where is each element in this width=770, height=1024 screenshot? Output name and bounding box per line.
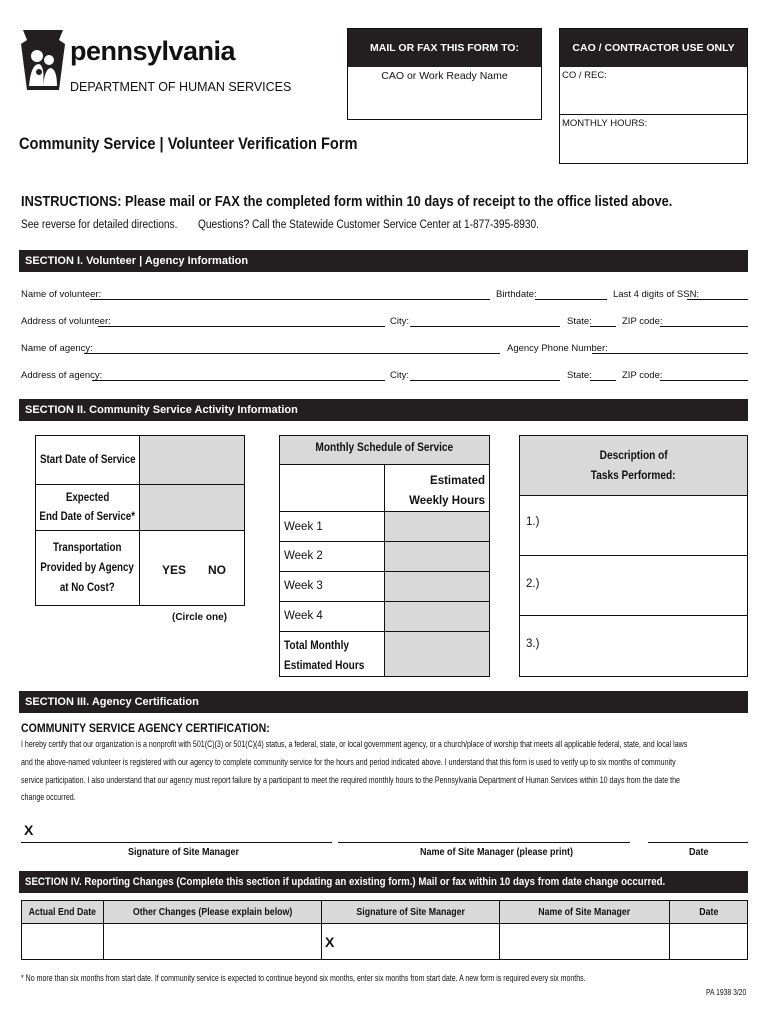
cao-use-box — [559, 28, 748, 164]
week-1-hours-input[interactable] — [384, 511, 490, 542]
instructions-questions: Questions? Call the Statewide Customer Service Center at 1-877-395-8930. — [198, 219, 539, 231]
col-date — [669, 900, 748, 924]
instructions-reverse: See reverse for detailed directions. — [21, 219, 178, 231]
agency-address-input[interactable] — [92, 380, 385, 381]
schedule-title: Monthly Schedule of Service — [315, 442, 454, 454]
task-3-number: 3.) — [526, 638, 540, 650]
volunteer-name-input[interactable] — [90, 299, 490, 300]
col-other-changes — [103, 900, 322, 924]
start-date-label-cell — [35, 435, 140, 485]
section-2-header: SECTION II. Community Service Activity Information — [19, 399, 748, 421]
cao-use-header: CAO / CONTRACTOR USE ONLY — [560, 29, 747, 67]
volunteer-city-input[interactable] — [410, 326, 560, 327]
keystone-family-icon — [19, 28, 67, 92]
ssn-input[interactable] — [687, 299, 748, 300]
monthly-hours-label: MONTHLY HOURS: — [562, 118, 648, 129]
expected-end-label-2: End Date of Service* — [39, 510, 136, 523]
certification-line-1: I hereby certify that our organization is a nonprofit with 501(C)(3) or 501(C)(4) status, a federal, state, or local government agency, or a church/place of worship that meets all applicable federal, state, and local laws — [21, 739, 688, 750]
volunteer-address-input[interactable] — [98, 326, 385, 327]
footnote: * No more than six months from start date. If community service is expected to continue beyond six months, enter six months from start date. A new form is required every six months. — [21, 973, 586, 983]
volunteer-address-label: Address of volunteer: — [21, 316, 111, 327]
change-actual-end-date-input[interactable] — [21, 923, 104, 960]
transport-label-2: Provided by Agency — [40, 562, 135, 574]
week-3-label: Week 3 — [284, 580, 323, 592]
estimated-hours-header — [384, 464, 490, 512]
expected-end-label-1: Expected — [65, 491, 110, 504]
week-2-label-cell — [279, 541, 385, 572]
agency-name-input[interactable] — [84, 353, 500, 354]
agency-address-label: Address of agency: — [21, 370, 103, 381]
transport-label-1: Transportation — [53, 542, 122, 554]
instructions-main: INSTRUCTIONS: Please mail or FAX the completed form within 10 days of receipt to the office listed above. — [21, 193, 673, 210]
total-hours-label-cell — [279, 631, 385, 677]
transport-label-3: at No Cost? — [60, 582, 115, 594]
form-id: PA 1938 3/20 — [706, 987, 747, 997]
transport-yes-option[interactable]: YES — [162, 563, 187, 577]
change-manager-name-input[interactable] — [499, 923, 670, 960]
week-4-label-cell — [279, 601, 385, 632]
week-3-hours-input[interactable] — [384, 571, 490, 602]
task-1-input[interactable] — [519, 495, 748, 556]
monthly-hours-field[interactable] — [560, 115, 747, 129]
volunteer-zip-label: ZIP code: — [622, 316, 663, 327]
form-title: Community Service | Volunteer Verification Form — [19, 134, 358, 153]
total-hours-label-2: Estimated Hours — [284, 660, 365, 672]
week-3-label-cell — [279, 571, 385, 602]
week-4-hours-input[interactable] — [384, 601, 490, 632]
certification-date-label: Date — [689, 847, 709, 858]
agency-state-label: State: — [567, 370, 592, 381]
co-rec-field[interactable] — [560, 67, 747, 115]
task-2-number: 2.) — [526, 578, 540, 590]
col-manager-name-label: Name of Site Manager — [538, 906, 631, 918]
birthdate-label: Birthdate: — [496, 289, 537, 300]
transport-label-cell — [35, 530, 140, 606]
col-actual-end-date-label: Actual End Date — [28, 906, 97, 918]
agency-phone-label: Agency Phone Number: — [507, 343, 608, 354]
certification-line-2: and the above-named volunteer is registered with our agency to complete community service for the hours and period indicated above. I understand that this form is used to verify up to six months of community — [21, 757, 676, 768]
certification-line-3: service participation. I also understand that our agency must report failure by a participant to meet the required monthly hours to the Pennsylvania Department of Human Services within 10 days from the date the — [21, 775, 680, 786]
week-1-label: Week 1 — [284, 521, 323, 533]
agency-phone-input[interactable] — [592, 353, 748, 354]
agency-state-input[interactable] — [590, 380, 616, 381]
mail-to-value[interactable]: CAO or Work Ready Name — [381, 70, 508, 82]
section-4-header — [19, 871, 748, 893]
agency-zip-input[interactable] — [660, 380, 748, 381]
pennsylvania-logo — [19, 28, 67, 92]
col-actual-end-date — [21, 900, 104, 924]
change-signature-x-mark: X — [325, 934, 335, 950]
section-3-header: SECTION III. Agency Certification — [19, 691, 748, 713]
certification-heading: COMMUNITY SERVICE AGENCY CERTIFICATION: — [21, 721, 270, 735]
mail-to-header: MAIL OR FAX THIS FORM TO: — [348, 29, 541, 67]
volunteer-name-label: Name of volunteer: — [21, 289, 102, 300]
task-2-input[interactable] — [519, 555, 748, 616]
change-signature-input[interactable] — [321, 923, 500, 960]
agency-name-label: Name of agency: — [21, 343, 93, 354]
agency-city-input[interactable] — [410, 380, 560, 381]
agency-city-label: City: — [390, 370, 409, 381]
site-manager-signature-label: Signature of Site Manager — [128, 847, 240, 858]
mail-to-box — [347, 28, 542, 120]
schedule-title-cell — [279, 435, 490, 465]
co-rec-label: CO / REC: — [562, 70, 607, 81]
week-2-hours-input[interactable] — [384, 541, 490, 572]
logo-department: DEPARTMENT OF HUMAN SERVICES — [70, 80, 292, 94]
volunteer-state-label: State: — [567, 316, 592, 327]
logo-wordmark: pennsylvania — [70, 36, 236, 66]
certification-line-4: change occurred. — [21, 792, 76, 803]
tasks-header-cell — [519, 435, 748, 496]
transport-options-cell — [139, 530, 245, 606]
transport-no-option[interactable]: NO — [208, 563, 226, 577]
expected-end-input[interactable] — [139, 484, 245, 531]
section-1-header: SECTION I. Volunteer | Agency Information — [19, 250, 748, 272]
site-manager-name-label: Name of Site Manager (please print) — [420, 847, 574, 858]
col-date-label: Date — [698, 906, 719, 918]
total-hours-input[interactable] — [384, 631, 490, 677]
col-manager-name — [499, 900, 670, 924]
col-signature — [321, 900, 500, 924]
col-other-changes-label: Other Changes (Please explain below) — [132, 906, 293, 918]
col-signature-label: Signature of Site Manager — [356, 906, 465, 918]
site-manager-signature-input[interactable] — [21, 842, 332, 843]
week-1-label-cell — [279, 511, 385, 542]
total-hours-label-1: Total Monthly — [284, 640, 350, 652]
estimated-hours-label-1: Estimated — [430, 475, 485, 487]
tasks-header-1: Description of — [599, 449, 668, 462]
birthdate-input[interactable] — [535, 299, 607, 300]
certification-date-input[interactable] — [648, 842, 748, 843]
schedule-blank-header — [279, 464, 385, 512]
circle-one-note: (Circle one) — [172, 612, 228, 623]
agency-zip-label: ZIP code: — [622, 370, 663, 381]
tasks-header-2: Tasks Performed: — [591, 469, 676, 482]
signature-x-mark: X — [24, 822, 34, 838]
section-4-title: SECTION IV. Reporting Changes (Complete this section if updating an existing form.) Mail or fax within 10 days from date change occurred. — [25, 876, 666, 888]
start-date-input[interactable] — [139, 435, 245, 485]
task-1-number: 1.) — [526, 516, 540, 528]
site-manager-name-input[interactable] — [338, 842, 630, 843]
week-2-label: Week 2 — [284, 550, 323, 562]
expected-end-label-cell — [35, 484, 140, 531]
volunteer-state-input[interactable] — [590, 326, 616, 327]
start-date-label: Start Date of Service — [40, 454, 136, 466]
task-3-input[interactable] — [519, 615, 748, 677]
week-4-label: Week 4 — [284, 610, 323, 622]
volunteer-city-label: City: — [390, 316, 409, 327]
change-date-input[interactable] — [669, 923, 748, 960]
estimated-hours-label-2: Weekly Hours — [409, 495, 485, 507]
ssn-label: Last 4 digits of SSN: — [613, 289, 700, 300]
volunteer-zip-input[interactable] — [660, 326, 748, 327]
change-other-changes-input[interactable] — [103, 923, 322, 960]
